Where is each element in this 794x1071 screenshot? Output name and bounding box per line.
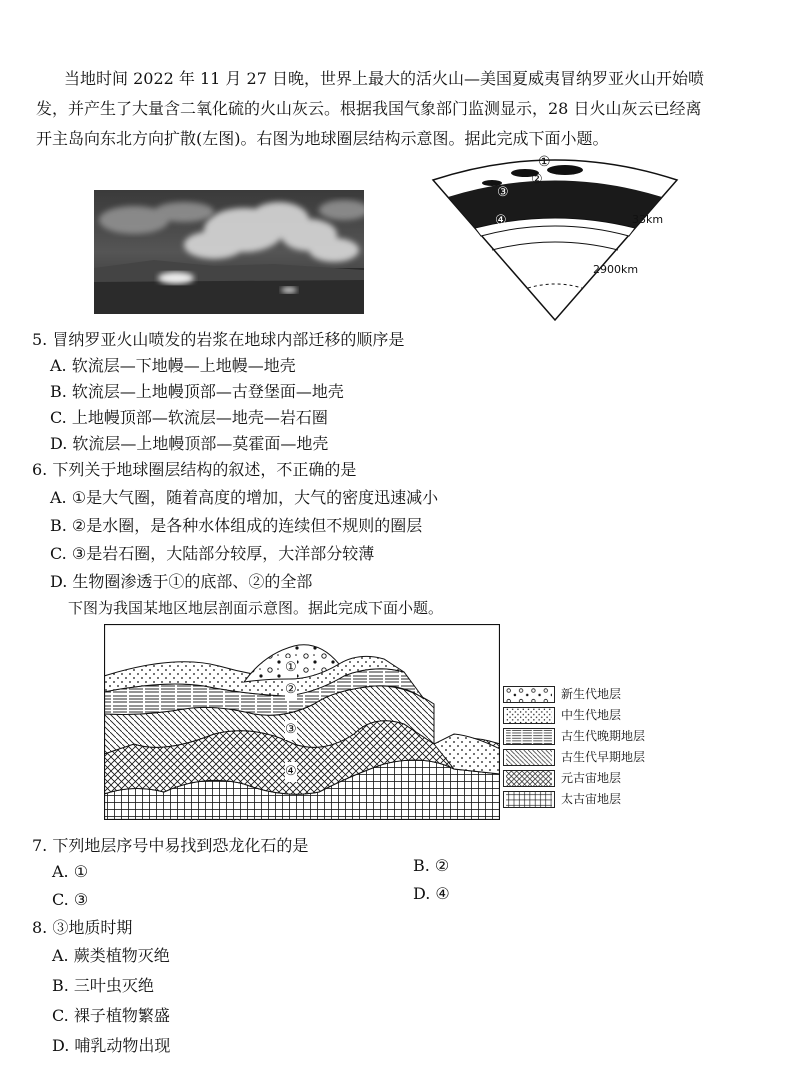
fan-label-3: ③ xyxy=(497,185,509,200)
q7-stem: 7. 下列地层序号中易找到恐龙化石的是 xyxy=(32,836,309,855)
q5-option-c: C. 上地幔顶部—软流层—地壳—岩石圈 xyxy=(50,408,328,427)
legend-label: 中生代地层 xyxy=(561,708,622,722)
intro-line-3: 开主岛向东北方向扩散(左图)。右图为地球圈层结构示意图。据此完成下面小题。 xyxy=(36,129,609,148)
q8-option-b: B. 三叶虫灭绝 xyxy=(52,976,154,995)
legend-label: 新生代地层 xyxy=(561,687,622,701)
volcano-photo xyxy=(94,190,364,314)
intro-line-1: 当地时间 2022 年 11 月 27 日晚，世界上最大的活火山—美国夏威夷冒纳罗亚火山开始喷 xyxy=(64,69,704,88)
q6-stem: 6. 下列关于地球圈层结构的叙述，不正确的是 xyxy=(32,460,357,479)
q5-stem: 5. 冒纳罗亚火山喷发的岩浆在地球内部迁移的顺序是 xyxy=(32,330,405,349)
legend-item-proterozoic xyxy=(503,770,663,787)
earth-sphere-diagram xyxy=(430,150,680,330)
depth-2900km: 2900km xyxy=(593,263,639,276)
geologic-cross-section xyxy=(104,624,500,820)
q8-option-a: A. 蕨类植物灭绝 xyxy=(52,946,170,965)
depth-33km: 33km xyxy=(632,213,664,226)
legend-item-cenozoic xyxy=(503,686,663,703)
legend-label: 古生代早期地层 xyxy=(561,750,646,764)
legend-label: 太古宙地层 xyxy=(561,792,622,806)
fan-label-1: ① xyxy=(538,154,551,170)
legend-item-mesozoic xyxy=(503,707,663,724)
section-label-4: ④ xyxy=(285,762,297,782)
section-label-1: ① xyxy=(285,658,297,678)
q8-option-d: D. 哺乳动物出现 xyxy=(52,1036,171,1055)
intro-line-2: 发，并产生了大量含二氧化硫的火山灰云。根据我国气象部门监测显示，28 日火山灰云已经离 xyxy=(36,99,702,118)
fan-label-4: ④ xyxy=(495,213,507,228)
q7-option-c: C. ③ xyxy=(52,890,89,909)
q5-option-b: B. 软流层—上地幔顶部—古登堡面—地壳 xyxy=(50,382,344,401)
legend-label: 元古宙地层 xyxy=(561,771,622,785)
q8-stem: 8. ③地质时期 xyxy=(32,918,133,937)
legend-item-early-paleozoic xyxy=(503,749,663,766)
q6-option-a: A. ①是大气圈，随着高度的增加，大气的密度迅速减小 xyxy=(50,488,439,507)
q7-option-d: D. ④ xyxy=(413,884,450,903)
fan-label-2: ② xyxy=(531,172,543,187)
q5-option-d: D. 软流层—上地幔顶部—莫霍面—地壳 xyxy=(50,434,329,453)
legend-label: 古生代晚期地层 xyxy=(561,729,646,743)
q6-option-c: C. ③是岩石圈，大陆部分较厚，大洋部分较薄 xyxy=(50,544,375,563)
q8-option-c: C. 裸子植物繁盛 xyxy=(52,1006,170,1025)
section-intro: 下图为我国某地区地层剖面示意图。据此完成下面小题。 xyxy=(68,599,444,617)
q7-option-a: A. ① xyxy=(52,862,89,881)
q7-option-b: B. ② xyxy=(413,856,450,875)
q6-option-d: D. 生物圈渗透于①的底部、②的全部 xyxy=(50,572,313,591)
legend-item-late-paleozoic xyxy=(503,728,663,745)
q6-option-b: B. ②是水圈，是各种水体组成的连续但不规则的圈层 xyxy=(50,516,423,535)
intro-paragraph xyxy=(36,64,756,154)
legend-item-archean xyxy=(503,791,663,808)
section-label-2: ② xyxy=(285,680,297,700)
q5-option-a: A. 软流层—下地幔—上地幔—地壳 xyxy=(50,356,296,375)
section-label-3: ③ xyxy=(285,720,297,740)
